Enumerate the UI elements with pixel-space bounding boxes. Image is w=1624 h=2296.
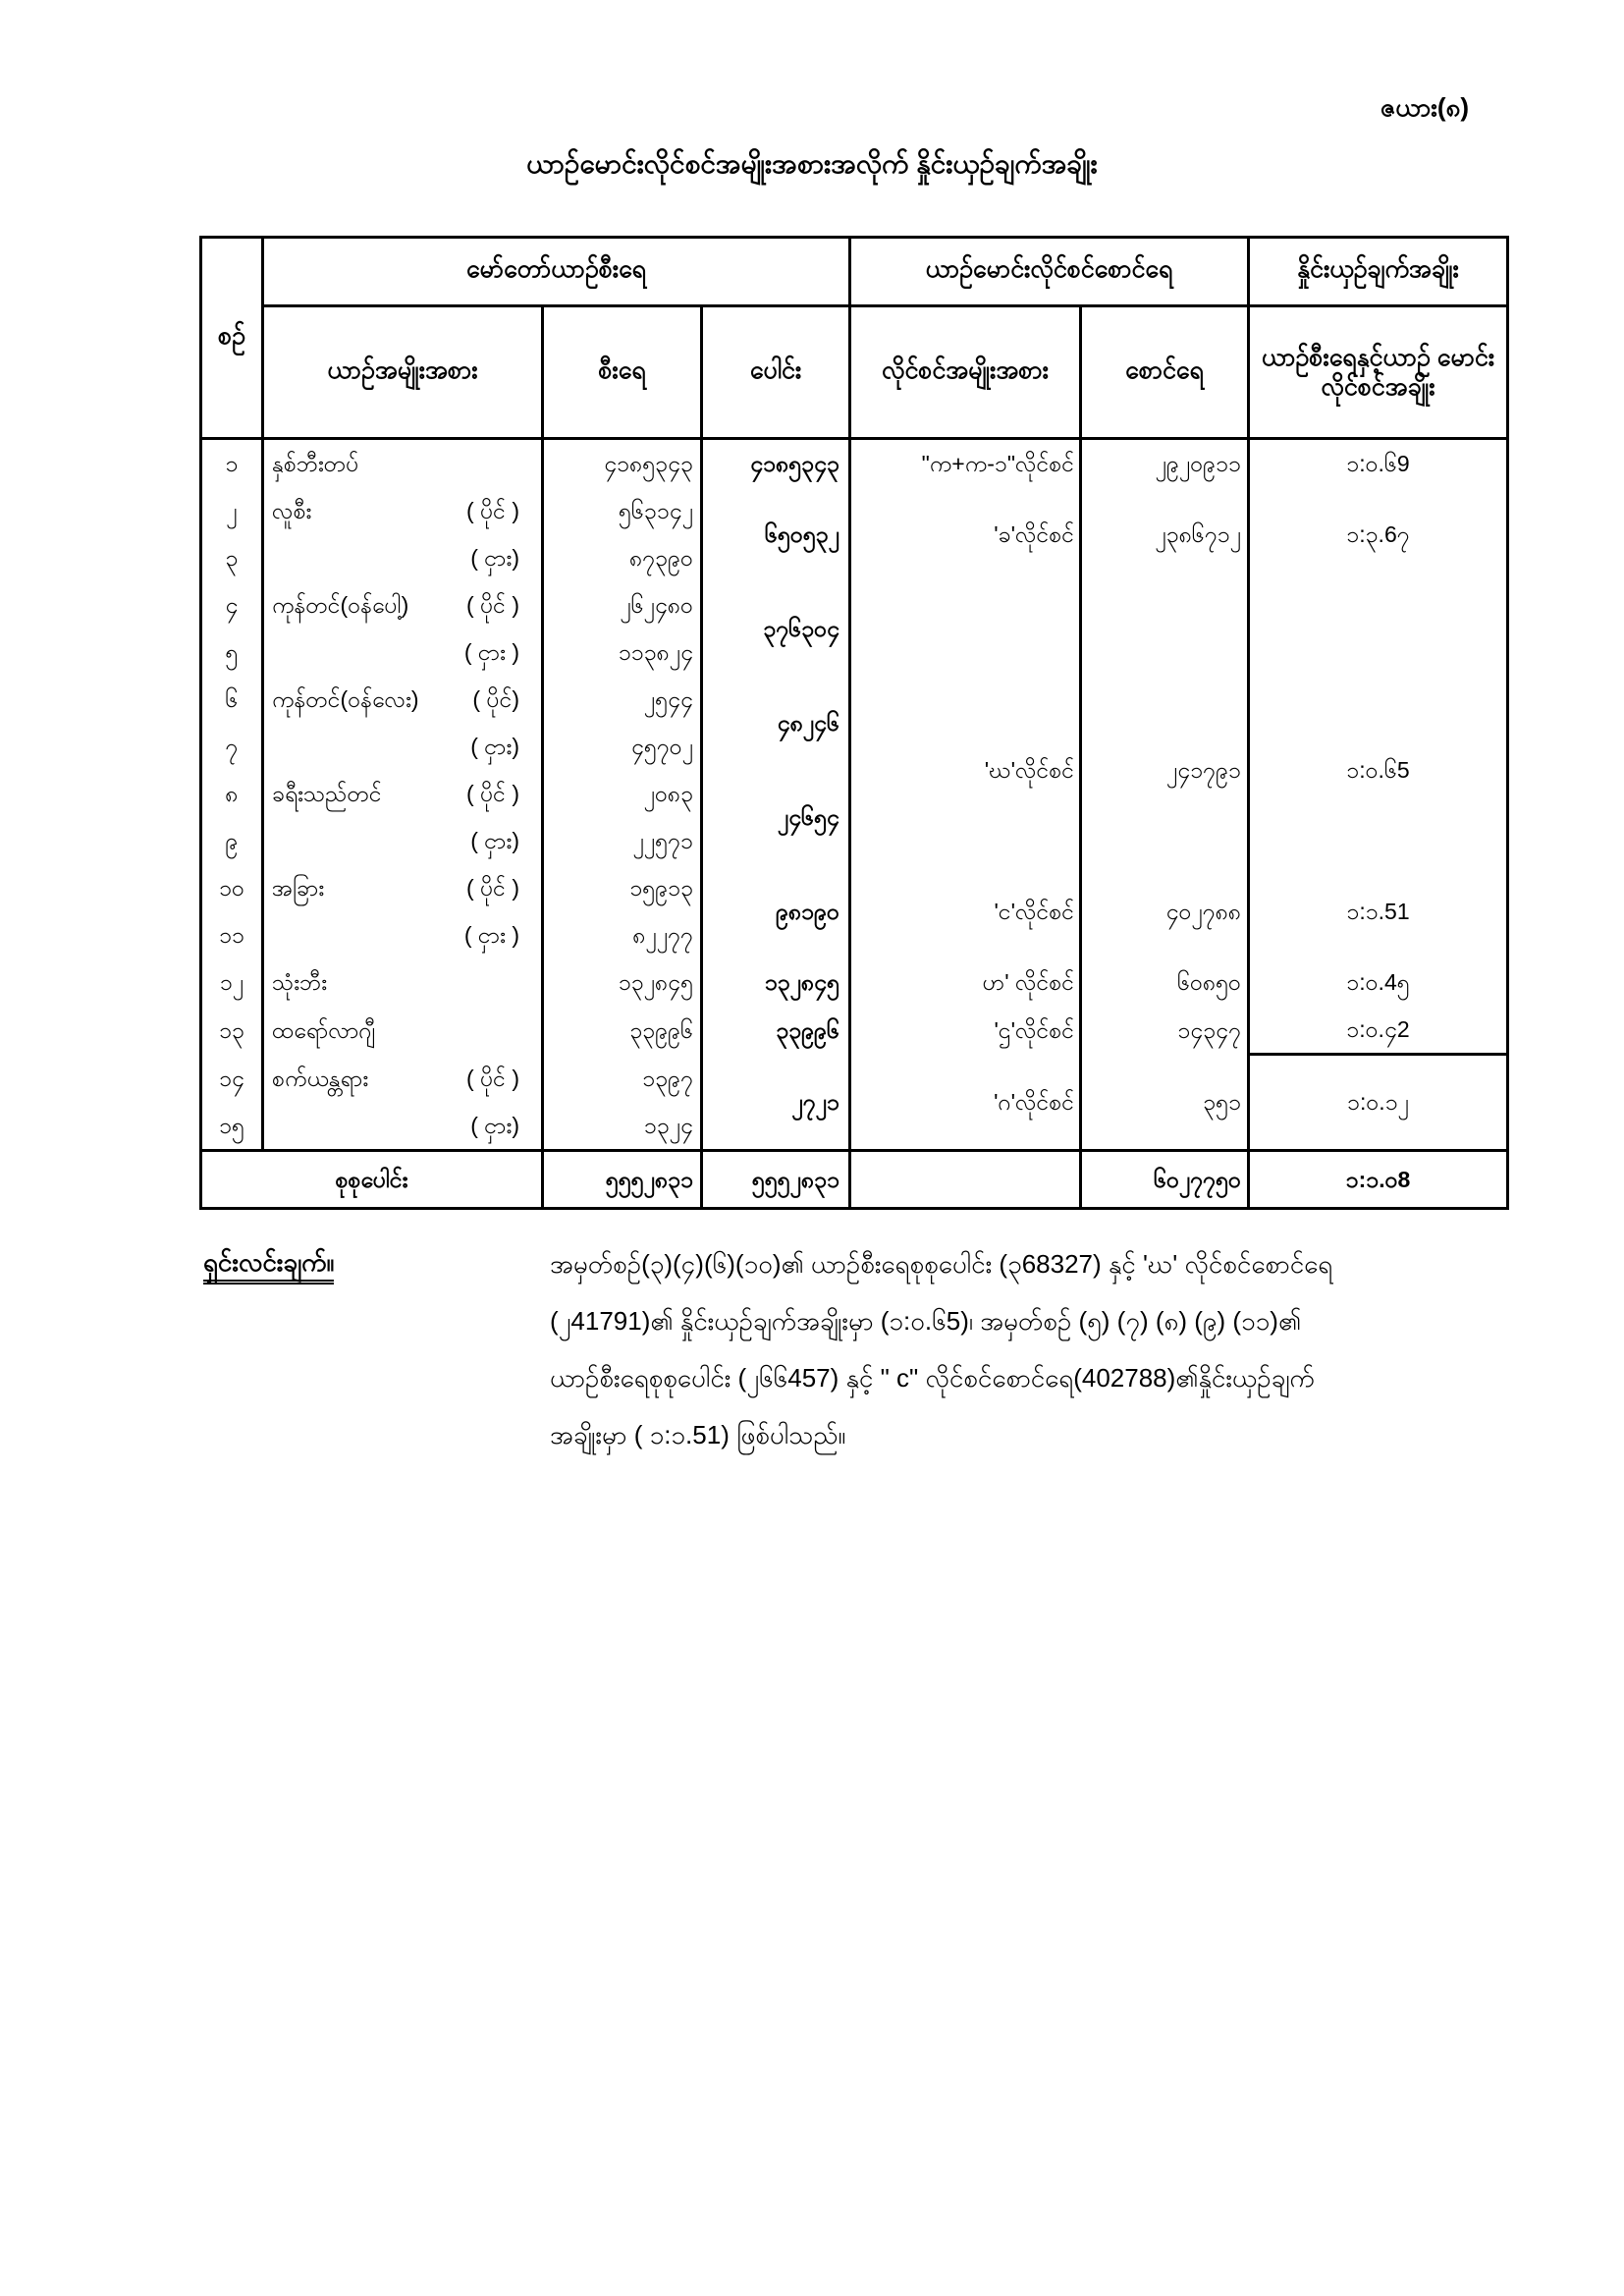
col-header-license-type: လိုင်စင်အမျိုးအစား [850, 306, 1081, 439]
vehicle-type-cell [263, 864, 543, 911]
vehicle-type: ခရီးသည်တင် [272, 781, 382, 806]
vehicle-type-cell [263, 629, 543, 676]
vehicle-total-cell: ၉၈၁၉၀ [702, 864, 850, 958]
ownership-tag: ( ပိုင် ) [466, 498, 519, 523]
license-type-cell: 'ဃ'လိုင်စင် [850, 676, 1081, 864]
table-row [201, 1055, 1508, 1102]
ratio-cell: ၁:၀.၁၂ [1249, 1055, 1508, 1151]
vehicle-count-cell: ၄၅၇၀၂ [543, 723, 702, 770]
vehicle-type-cell [263, 1102, 543, 1151]
ratio-cell: ၁:၃.6၇ [1249, 487, 1508, 581]
vehicle-count-cell: ၂၅၄၄ [543, 676, 702, 723]
col-group-vehicles: မော်တော်ယာဉ်စီးရေ [263, 238, 850, 306]
vehicle-type-cell [263, 676, 543, 723]
row-no: ၇ [201, 723, 263, 770]
vehicle-type: နှစ်ဘီးတပ် [272, 451, 359, 476]
ownership-tag: ( ပိုင် ) [466, 1065, 519, 1091]
ratio-cell: ၁:၀.၆9 [1249, 439, 1508, 488]
vehicle-type-cell [263, 534, 543, 581]
vehicle-total-cell: ၃၃၉၉၆ [702, 1006, 850, 1055]
row-no: ၈ [201, 770, 263, 817]
ownership-tag: ( ငှား) [470, 734, 519, 759]
vehicle-count-cell: ၁၃၂၈၄၅ [543, 958, 702, 1006]
vehicle-count-cell: ၈၇၃၉၀ [543, 534, 702, 581]
license-count-cell: ၁၄၃၄၇ [1081, 1006, 1249, 1055]
ownership-tag: ( ငှား) [470, 1112, 519, 1138]
row-no: ၁၂ [201, 958, 263, 1006]
row-no: ၁၀ [201, 864, 263, 911]
vehicle-count-cell: ၂၆၂၄၈၀ [543, 581, 702, 629]
table-row [201, 581, 1508, 629]
license-type-cell-empty [850, 581, 1081, 676]
col-header-no: စဉ် [201, 238, 263, 439]
ownership-tag: ( ပိုင် ) [466, 592, 519, 618]
ownership-tag: ( ငှား ) [463, 639, 519, 665]
note-line: (၂41791)၏ နှိုင်းယှဉ်ချက်အချိုးမှာ (၁:၀.၆5)၊ အမှတ်စဉ် (၅) (၇) (၈) (၉) (၁၁)၏ [550, 1306, 1302, 1336]
table-row [201, 676, 1508, 723]
grand-total-ratio: ၁:၁.၀8 [1249, 1150, 1508, 1208]
license-count-cell: ၂၉၂၀၉၁၁ [1081, 439, 1249, 488]
col-header-ratio-sub: ယာဉ်စီးရေနှင့်ယာဉ် မောင်းလိုင်စင်အချိုး [1249, 306, 1508, 439]
row-no: ၁ [201, 439, 263, 488]
table-header [201, 238, 1508, 439]
vehicle-total-cell: ၂၄၆၅၄ [702, 770, 850, 864]
vehicle-count-cell: ၅၆၃၁၄၂ [543, 487, 702, 534]
col-header-vehicle-total: ပေါင်း [702, 306, 850, 439]
vehicle-count-cell: ၁၃၂၄ [543, 1102, 702, 1151]
ownership-tag: ( ပိုင် ) [466, 875, 519, 901]
ownership-tag: ( ငှား ) [463, 922, 519, 948]
vehicle-count-cell: ၄၁၈၅၃၄၃ [543, 439, 702, 488]
vehicle-total-cell: ၆၅၀၅၃၂ [702, 487, 850, 581]
vehicle-total-cell: ၁၃၂၈၄၅ [702, 958, 850, 1006]
vehicle-type-cell [263, 1006, 543, 1055]
row-no: ၂ [201, 487, 263, 534]
note-body [550, 1235, 1470, 1463]
row-no: ၁၃ [201, 1006, 263, 1055]
note-label: ရှင်းလင်းချက်။ [203, 1245, 550, 1284]
row-no: ၅ [201, 629, 263, 676]
note-line: ယာဉ်စီးရေစုစုပေါင်း (၂၆၆457) နှင့် " c" လိုင်စင်စောင်ရေ(402788)၏နှိုင်းယှဉ်ချက် [550, 1363, 1315, 1393]
vehicle-count-cell: ၈၂၂၇၇ [543, 911, 702, 958]
col-header-vehicle-type: ယာဉ်အမျိုးအစား [263, 306, 543, 439]
vehicle-type: အခြား [272, 875, 325, 901]
ratio-cell: ၁:၀.၄2 [1249, 1006, 1508, 1055]
vehicle-count-cell: ၁၃၉၇ [543, 1055, 702, 1102]
license-count-cell: ၂၄၁၇၉၁ [1081, 676, 1249, 864]
vehicle-count-cell: ၃၃၉၉၆ [543, 1006, 702, 1055]
vehicle-type: ထရော်လာဂျီ [272, 1016, 376, 1043]
license-type-cell: 'ဌ'လိုင်စင် [850, 1006, 1081, 1055]
table-row [201, 487, 1508, 534]
license-count-cell: ၄၀၂၇၈၈ [1081, 864, 1249, 958]
vehicle-count-cell: ၂၀၈၃ [543, 770, 702, 817]
row-no: ၃ [201, 534, 263, 581]
vehicle-type: ကုန်တင်(ဝန်ပေါ့) [272, 592, 409, 618]
vehicle-total-cell: ၄၈၂၄၆ [702, 676, 850, 770]
table-row [201, 864, 1508, 911]
grand-total-vehicle-total: ၅၅၅၂၈၃၁ [702, 1150, 850, 1208]
row-no: ၄ [201, 581, 263, 629]
vehicle-count-cell: ၁၅၉၁၃ [543, 864, 702, 911]
table-row [201, 439, 1508, 488]
license-type-cell: ဟ' လိုင်စင် [850, 958, 1081, 1006]
vehicle-type-cell [263, 1055, 543, 1102]
table-footer [201, 1150, 1508, 1208]
vehicle-type-cell [263, 487, 543, 534]
vehicle-total-cell: ၃၇၆၃၀၄ [702, 581, 850, 676]
row-no: ၁၅ [201, 1102, 263, 1151]
grand-total-license-count: ၆၀၂၇၇၅၀ [1081, 1150, 1249, 1208]
comparison-table [199, 236, 1509, 1210]
license-type-cell: "က+က-၁"လိုင်စင် [850, 439, 1081, 488]
note-line: အချိုးမှာ ( ၁:၁.51) ဖြစ်ပါသည်။ [550, 1420, 846, 1449]
row-no: ၆ [201, 676, 263, 723]
license-type-cell: 'ခ'လိုင်စင် [850, 487, 1081, 581]
table-row [201, 1006, 1508, 1055]
row-no: ၁၁ [201, 911, 263, 958]
row-no: ၁၄ [201, 1055, 263, 1102]
col-group-ratio: နှိုင်းယှဉ်ချက်အချိုး [1249, 238, 1508, 306]
ratio-cell: ၁:၀.၆5 [1249, 676, 1508, 864]
license-count-cell-empty [1081, 581, 1249, 676]
vehicle-total-cell: ၄၁၈၅၃၄၃ [702, 439, 850, 488]
vehicle-type: စက်ယန္တရား [272, 1065, 369, 1091]
license-count-cell: ၃၅၁ [1081, 1055, 1249, 1151]
grand-total-label: စုစုပေါင်း [201, 1150, 543, 1208]
ratio-cell-empty [1249, 581, 1508, 676]
ownership-tag: ( ပိုင် ) [466, 781, 519, 806]
page-title: ယာဉ်မောင်းလိုင်စင်အမျိုးအစားအလိုက် နှိုင်းယှဉ်ချက်အချိုး [526, 148, 1098, 179]
header-sub-row [201, 306, 1508, 439]
ownership-tag: ( ငှား) [470, 828, 519, 853]
col-group-licenses: ယာဉ်မောင်းလိုင်စင်စောင်ရေ [850, 238, 1249, 306]
row-no: ၉ [201, 817, 263, 864]
vehicle-type-cell [263, 911, 543, 958]
col-header-vehicle-count: စီးရေ [543, 306, 702, 439]
grand-total-vehicle-count: ၅၅၅၂၈၃၁ [543, 1150, 702, 1208]
license-count-cell: ၂၃၈၆၇၁၂ [1081, 487, 1249, 581]
license-type-cell: 'င'လိုင်စင် [850, 864, 1081, 958]
vehicle-type-cell [263, 581, 543, 629]
grand-total-row [201, 1150, 1508, 1208]
vehicle-total-cell: ၂၇၂၁ [702, 1055, 850, 1151]
vehicle-type: လူစီး [272, 498, 312, 523]
col-header-license-count: စောင်ရေ [1081, 306, 1249, 439]
vehicle-type-cell [263, 723, 543, 770]
ownership-tag: ( ငှား) [470, 545, 519, 571]
explanation-note [203, 1235, 1470, 1463]
vehicle-count-cell: ၁၁၃၈၂၄ [543, 629, 702, 676]
ownership-tag: ( ပိုင်) [472, 686, 519, 712]
vehicle-type: သုံးဘီး [272, 969, 328, 995]
license-count-cell: ၆၀၈၅၀ [1081, 958, 1249, 1006]
vehicle-count-cell: ၂၂၅၇၁ [543, 817, 702, 864]
vehicle-type-cell [263, 958, 543, 1006]
vehicle-type-cell [263, 439, 543, 488]
note-line: အမှတ်စဉ်(၃)(၄)(၆)(၁၀)၏ ယာဉ်စီးရေစုစုပေါင်း (၃68327) နှင့် 'ဃ' လိုင်စင်စောင်ရေ [550, 1249, 1333, 1279]
grand-total-license-type-empty [850, 1150, 1081, 1208]
license-type-cell: 'ဂ'လိုင်စင် [850, 1055, 1081, 1151]
ratio-cell: ၁:၁.51 [1249, 864, 1508, 958]
header-group-row [201, 238, 1508, 306]
vehicle-type-cell [263, 770, 543, 817]
table-row [201, 958, 1508, 1006]
ratio-cell: ၁:၀.4၅ [1249, 958, 1508, 1006]
vehicle-type: ကုန်တင်(ဝန်လေး) [272, 686, 419, 712]
vehicle-type-cell [263, 817, 543, 864]
table-number-tag: ဇယား(၈) [1380, 92, 1469, 122]
